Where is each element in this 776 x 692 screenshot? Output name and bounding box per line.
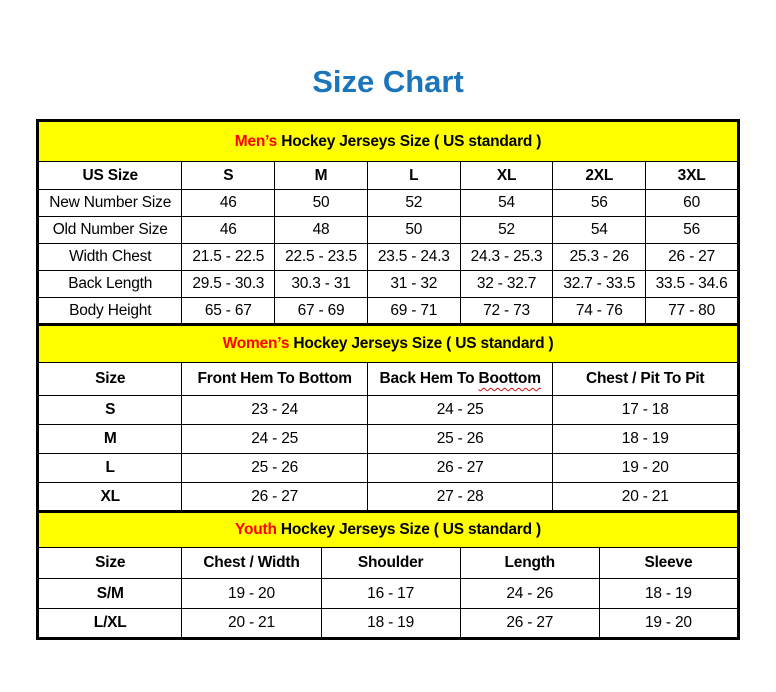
youth-title-highlight: Youth [235,521,277,538]
column-header: S [182,162,275,190]
cell-value: 24 - 25 [182,425,368,454]
column-header: US Size [38,162,182,190]
cell-value: 25 - 26 [182,454,368,483]
womens-table-title [38,325,739,363]
cell-value: 23.5 - 24.3 [367,244,460,271]
size-chart-tables [36,119,740,640]
cell-value: 65 - 67 [182,298,275,325]
table-row [38,454,739,483]
cell-value: 26 - 27 [367,454,553,483]
cell-value: 48 [275,217,368,244]
column-header: 3XL [646,162,739,190]
table-row [38,244,739,271]
cell-value: 74 - 76 [553,298,646,325]
cell-value: 18 - 19 [553,425,739,454]
youth-title-text: Hockey Jerseys Size ( US standard ) [276,521,541,538]
cell-value: 17 - 18 [553,396,739,425]
row-label: Body Height [38,298,182,325]
youth-size-table [36,510,740,640]
cell-value: 46 [182,217,275,244]
cell-value: 77 - 80 [646,298,739,325]
mens-size-table [36,119,740,326]
cell-value: 56 [646,217,739,244]
cell-value: 18 - 19 [599,579,738,609]
column-header [367,363,553,396]
column-header: Size [38,548,182,579]
cell-value: 32 - 32.7 [460,271,553,298]
table-row [38,217,739,244]
mens-table-title [38,121,739,162]
cell-value: 46 [182,190,275,217]
column-header: L [367,162,460,190]
cell-value: 27 - 28 [367,483,553,512]
table-row [38,121,739,162]
column-header: Chest / Width [182,548,321,579]
column-header: Front Hem To Bottom [182,363,368,396]
column-header: Sleeve [599,548,738,579]
column-header: Chest / Pit To Pit [553,363,739,396]
table-row [38,609,739,639]
table-row [38,363,739,396]
cell-value: 26 - 27 [646,244,739,271]
cell-value: 50 [367,217,460,244]
row-label: Back Length [38,271,182,298]
table-row [38,483,739,512]
row-label: S [38,396,182,425]
womens-title-highlight: Women’s [222,335,290,352]
row-label: New Number Size [38,190,182,217]
cell-value: 23 - 24 [182,396,368,425]
cell-value: 56 [553,190,646,217]
table-row [38,162,739,190]
cell-value: 25.3 - 26 [553,244,646,271]
cell-value: 60 [646,190,739,217]
column-header: M [275,162,368,190]
row-label: Width Chest [38,244,182,271]
row-label: XL [38,483,182,512]
table-row [38,425,739,454]
cell-value: 67 - 69 [275,298,368,325]
cell-value: 69 - 71 [367,298,460,325]
cell-value: 21.5 - 22.5 [182,244,275,271]
cell-value: 54 [460,190,553,217]
row-label: L/XL [38,609,182,639]
cell-value: 24 - 26 [460,579,599,609]
row-label: Old Number Size [38,217,182,244]
column-header-text: Back Hem To [379,370,475,387]
table-row [38,325,739,363]
page-title: Size Chart [312,64,464,99]
table-row [38,548,739,579]
table-row [38,512,739,548]
mens-title-highlight: Men’s [234,132,278,150]
cell-value: 19 - 20 [553,454,739,483]
cell-value: 22.5 - 23.5 [275,244,368,271]
cell-value: 26 - 27 [460,609,599,639]
womens-size-table [36,323,740,513]
cell-value: 31 - 32 [367,271,460,298]
mens-title-text: Hockey Jerseys Size ( US standard ) [277,132,542,150]
column-header: 2XL [553,162,646,190]
cell-value: 50 [275,190,368,217]
cell-value: 52 [460,217,553,244]
cell-value: 20 - 21 [182,609,321,639]
cell-value: 72 - 73 [460,298,553,325]
cell-value: 16 - 17 [321,579,460,609]
cell-value: 52 [367,190,460,217]
youth-table-title [38,512,739,548]
cell-value: 24 - 25 [367,396,553,425]
womens-title-text: Hockey Jerseys Size ( US standard ) [289,335,554,352]
cell-value: 30.3 - 31 [275,271,368,298]
cell-value: 24.3 - 25.3 [460,244,553,271]
row-label: M [38,425,182,454]
cell-value: 19 - 20 [182,579,321,609]
cell-value: 26 - 27 [182,483,368,512]
cell-value: 20 - 21 [553,483,739,512]
cell-value: 19 - 20 [599,609,738,639]
cell-value: 54 [553,217,646,244]
row-label: L [38,454,182,483]
column-header: XL [460,162,553,190]
column-header: Shoulder [321,548,460,579]
row-label: S/M [38,579,182,609]
table-row [38,298,739,325]
cell-value: 33.5 - 34.6 [646,271,739,298]
cell-value: 29.5 - 30.3 [182,271,275,298]
table-row [38,396,739,425]
column-header: Size [38,363,182,396]
cell-value: 18 - 19 [321,609,460,639]
table-row [38,579,739,609]
misspelled-word: Boottom [478,370,541,387]
column-header: Length [460,548,599,579]
table-row [38,190,739,217]
cell-value: 25 - 26 [367,425,553,454]
table-row [38,271,739,298]
cell-value: 32.7 - 33.5 [553,271,646,298]
